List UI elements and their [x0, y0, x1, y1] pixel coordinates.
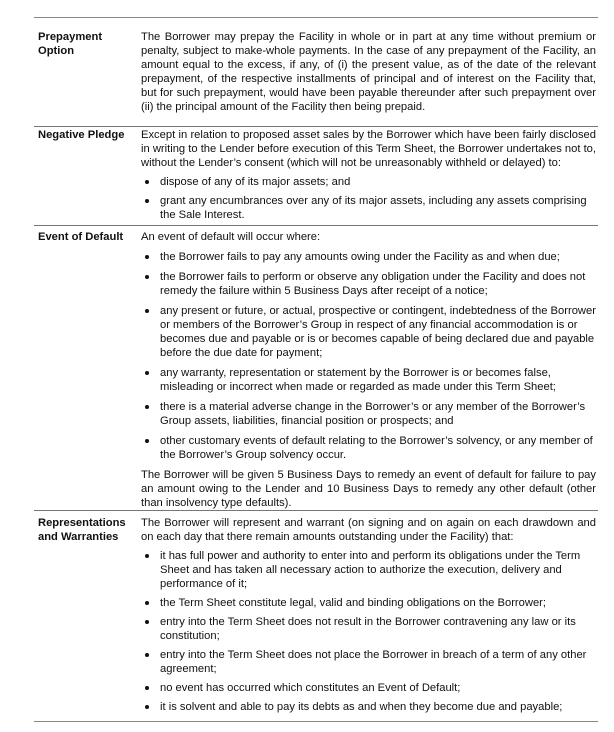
bullet-item: there is a material adverse change in the Borrower’s or any member of the Borrower’s Group assets, liabilities, financial position or prospects; and — [141, 400, 596, 428]
section-body — [141, 230, 596, 510]
intro-paragraph: An event of default will occur where: — [141, 231, 321, 243]
bullet-item: the Borrower fails to pay any amounts owing under the Facility as and when due; — [141, 250, 596, 264]
top-rule — [34, 17, 598, 18]
bullet-item: no event has occurred which constitutes an Event of Default; — [141, 681, 596, 695]
bullet-item: it has full power and authority to enter into and perform its obligations under the Term Sheet and has taken all necessary action to authorize the execution, delivery and performance of it; — [141, 549, 596, 591]
section-negative-pledge — [34, 127, 598, 226]
section-label: Prepayment Option — [38, 31, 103, 57]
section-body — [141, 30, 596, 114]
section-label: Event of Default — [38, 231, 124, 243]
section-label: Negative Pledge — [38, 129, 125, 141]
bottom-rule — [34, 721, 598, 722]
bullet-item: entry into the Term Sheet does not place the Borrower in breach of a term of any other agreement; — [141, 648, 596, 676]
bullet-item: dispose of any of its major assets; and — [141, 175, 596, 189]
bullet-item: grant any encumbrances over any of its major assets, including any assets comprising the Sale Interest. — [141, 194, 596, 222]
intro-paragraph: The Borrower will represent and warrant (on signing and on again on each drawdown and on each day that there remain amounts outstanding under the Facility) that: — [141, 517, 596, 543]
outro-paragraph: The Borrower will be given 5 Business Days to remedy an event of default for failure to pay an amount owing to the Lender and 10 Business Days to remedy any other default (other than insolvency type defaults). — [141, 469, 596, 509]
section-body — [141, 128, 596, 222]
section-label: Representations and Warranties — [38, 517, 126, 543]
section-prepayment-option — [34, 30, 598, 127]
bullet-item: any warranty, representation or statement by the Borrower is or becomes false, misleading or incorrect when made or regarded as made under this Term Sheet; — [141, 366, 596, 394]
bullet-item: the Borrower fails to perform or observe any obligation under the Facility and does not remedy the failure within 5 Business Days after receipt of a notice; — [141, 270, 596, 298]
paragraph: The Borrower may prepay the Facility in whole or in part at any time without premium or penalty, subject to make-whole payments. In the case of any prepayment of the Facility, an amount equal to the excess, if any, of (i) the present value, as of the date of the relevant prepayment, of the respective installments of principal and of interest on the Facility that, but for such prepayment, would have been payable thereunder after such prepayment over (ii) the principal amount of the Facility then being prepaid. — [141, 31, 596, 113]
section-body — [141, 516, 596, 714]
bullet-item: any present or future, or actual, prospective or contingent, indebtedness of the Borrower or members of the Borrower’s Group in respect of any financial accommodation is or becomes due and payable or is or becomes capable of being declared due and payable before the due date for payment; — [141, 304, 596, 360]
bullet-item: the Term Sheet constitute legal, valid and binding obligations on the Borrower; — [141, 596, 596, 610]
section-representations-warranties — [34, 511, 598, 721]
bullet-item: other customary events of default relating to the Borrower’s solvency, or any member of the Borrower’s Group solvency occur. — [141, 434, 596, 462]
intro-paragraph: Except in relation to proposed asset sales by the Borrower which have been fairly disclosed in writing to the Lender before execution of this Term Sheet, the Borrower undertakes not to, without the Lender’s consent (which will not be unreasonably withheld or delayed) to: — [141, 129, 597, 169]
bullet-item: it is solvent and able to pay its debts as and when they become due and payable; — [141, 700, 596, 714]
bullet-item: entry into the Term Sheet does not result in the Borrower contravening any law or its constitution; — [141, 615, 596, 643]
section-event-of-default — [34, 226, 598, 511]
